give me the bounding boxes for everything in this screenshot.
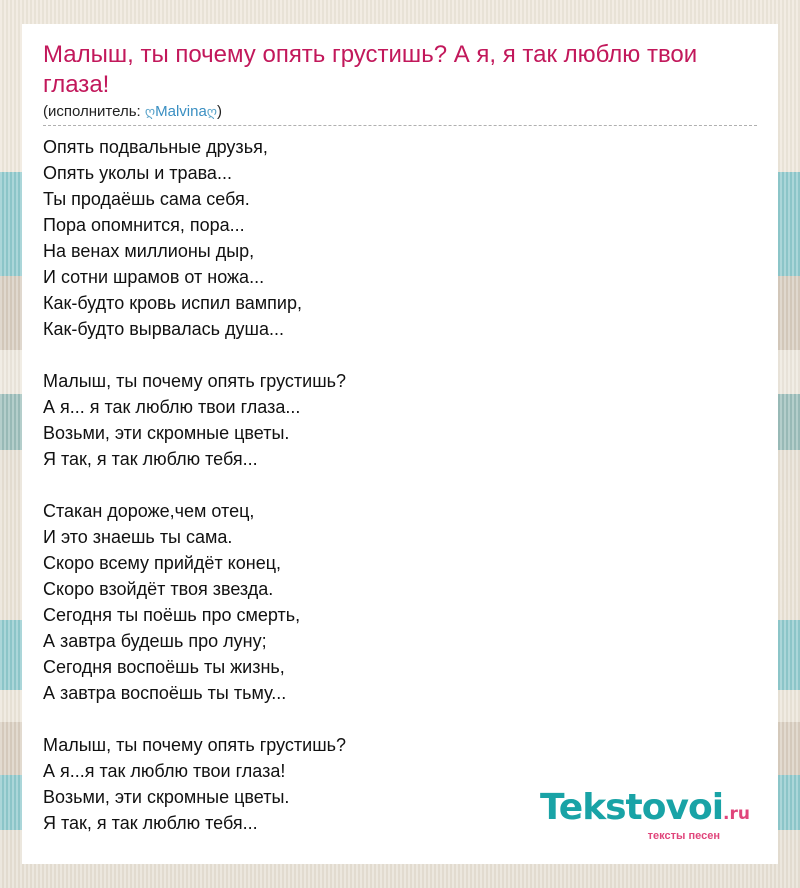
lyric-line: Опять уколы и трава... — [43, 163, 232, 183]
logo-name: Tekstovoi — [540, 787, 724, 828]
lyric-line: Скоро всему прийдёт конец, — [43, 553, 282, 573]
lyric-line: Как-будто вырвалась душа... — [43, 319, 284, 339]
performer-prefix: (исполнитель: — [43, 103, 145, 120]
lyric-line: Я так, я так люблю тебя... — [43, 449, 258, 469]
artist-link[interactable]: Malvina — [155, 103, 207, 120]
lyrics-card — [22, 24, 778, 864]
heart-icon: ღ — [144, 104, 156, 119]
lyric-line: Скоро взойдёт твоя звезда. — [43, 579, 274, 599]
lyric-line: Опять подвальные друзья, — [43, 137, 268, 157]
site-logo[interactable] — [540, 787, 750, 842]
lyric-line: Возьми, эти скромные цветы. — [43, 423, 290, 443]
lyric-line: А я...я так люблю твои глаза! — [43, 761, 286, 781]
lyric-line: Как-будто кровь испил вампир, — [43, 293, 302, 313]
song-title: Малыш, ты почему опять грустишь? А я, я так люблю твои глаза! — [43, 41, 698, 98]
stanza-gap — [43, 706, 757, 732]
heart-icon: ღ — [206, 104, 218, 119]
lyric-line: А завтра воспоёшь ты тьму... — [43, 683, 287, 703]
logo-tagline: тексты песен — [647, 830, 720, 842]
performer-line — [43, 102, 757, 126]
lyric-line: Возьми, эти скромные цветы. — [43, 787, 290, 807]
lyric-line: Стакан дороже,чем отец, — [43, 501, 255, 521]
lyrics-text — [43, 134, 757, 836]
lyric-line: Сегодня ты поёшь про смерть, — [43, 605, 301, 625]
lyric-line: Сегодня воспоёшь ты жизнь, — [43, 657, 285, 677]
lyric-line: А завтра будешь про луну; — [43, 631, 267, 651]
stanza-gap — [43, 342, 757, 368]
lyric-line: На венах миллионы дыр, — [43, 241, 255, 261]
performer-suffix: ) — [217, 103, 223, 120]
lyric-line: Малыш, ты почему опять грустишь? — [43, 371, 347, 391]
logo-tld: .ru — [723, 804, 750, 824]
lyric-line: Я так, я так люблю тебя... — [43, 813, 258, 833]
lyric-line: Пора опомнится, пора... — [43, 215, 245, 235]
lyric-line: И это знаешь ты сама. — [43, 527, 233, 547]
lyric-line: Малыш, ты почему опять грустишь? — [43, 735, 347, 755]
logo-wordmark — [540, 787, 750, 832]
stanza-gap — [43, 472, 757, 498]
lyric-line: А я... я так люблю твои глаза... — [43, 397, 301, 417]
lyric-line: И сотни шрамов от ножа... — [43, 267, 265, 287]
lyric-line: Ты продаёшь сама себя. — [43, 189, 250, 209]
